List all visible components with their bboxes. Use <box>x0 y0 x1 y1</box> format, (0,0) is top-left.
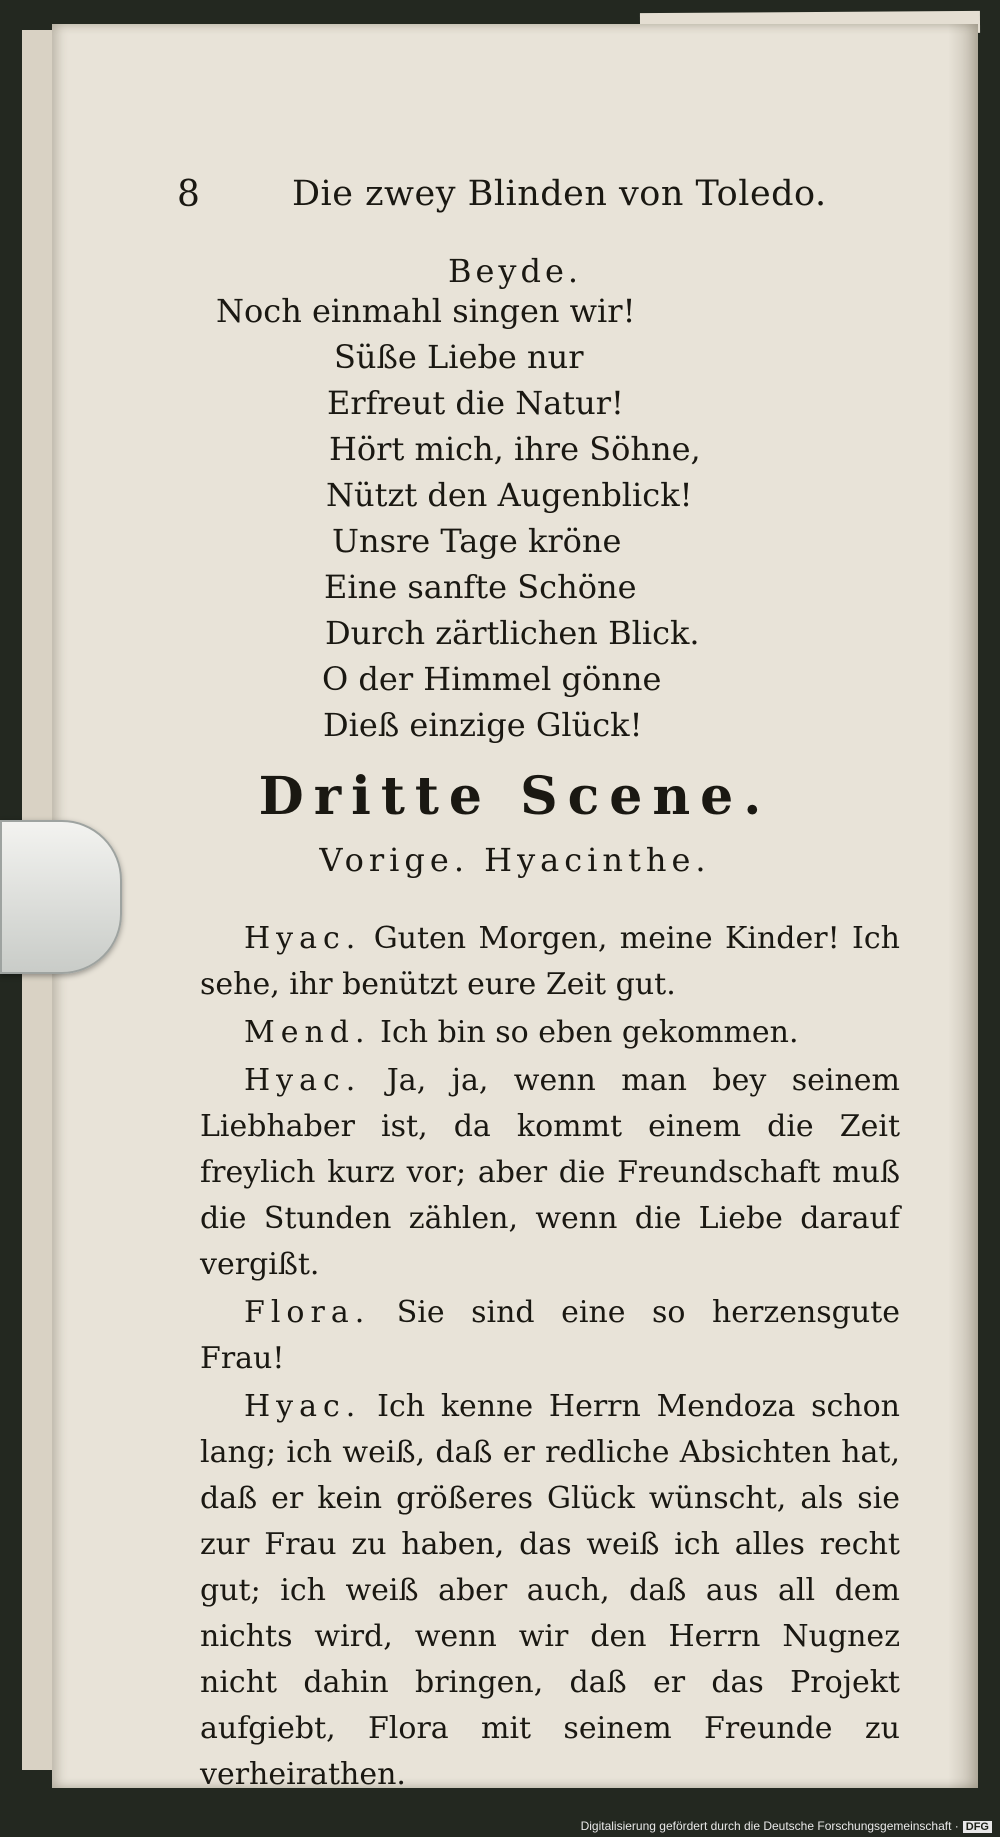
verse-line: Durch zärtlichen Blick. <box>325 614 700 652</box>
dialogue-text: Guten Morgen, meine Kinder! Ich sehe, ihr benützt eure Zeit gut. <box>200 921 900 1002</box>
scene-cast: Vorige. Hyacinthe. <box>319 841 711 879</box>
speaker-name: Hyac. <box>244 1063 362 1098</box>
dialogue-paragraph <box>200 916 900 1008</box>
dialogue-paragraph <box>200 1290 900 1382</box>
verse-line: Hört mich, ihre Söhne, <box>329 430 701 468</box>
dialogue-text: Ich bin so eben gekommen. <box>380 1015 799 1050</box>
dialogue-paragraph <box>200 1058 900 1288</box>
song-speaker: Beyde. <box>447 252 583 290</box>
verse-line: Nützt den Augenblick! <box>326 476 693 514</box>
page-header <box>177 174 877 218</box>
speaker-name: Flora. <box>244 1295 371 1330</box>
dialogue-text: Ja, ja, wenn man bey seinem Liebhaber ist, da kommt einem die Zeit freylich kurz vor; aber die Freundschaft muß die Stunden zählen, wenn die Liebe darauf vergißt. <box>200 1063 900 1282</box>
dialogue-paragraph <box>200 1384 900 1798</box>
digitization-credit <box>581 1819 992 1833</box>
verse-line: Eine sanfte Schöne <box>324 568 637 606</box>
verse-line: Unsre Tage kröne <box>332 522 622 560</box>
scene-title: Dritte Scene. <box>258 766 772 827</box>
dialogue-text: Sie sind eine so herzensgute Frau! <box>200 1295 901 1376</box>
credit-text: Digitalisierung gefördert durch die Deutsche Forschungsgemeinschaft · <box>580 1819 959 1833</box>
dialogue-text: Ich kenne Herrn Mendoza schon lang; ich weiß, daß er redliche Absichten hat, daß er kein größeres Glück wünscht, als sie zur Frau zu haben, das weiß ich alles recht gut; ich weiß aber auch, daß aus all dem nichts wird, wenn wir den Herrn Nugnez nicht dahin bringen, daß er das Projekt aufgiebt, Flora mit seinem Freunde zu verheirathen. <box>200 1389 900 1792</box>
dialogue-block <box>200 916 900 1800</box>
verse-line: Dieß einzige Glück! <box>323 706 643 744</box>
book-page <box>52 24 978 1792</box>
verse-line: Noch einmahl singen wir! <box>216 292 636 330</box>
speaker-name: Hyac. <box>244 1389 362 1424</box>
page-clip <box>0 820 122 974</box>
verse-line: Erfreut die Natur! <box>327 384 624 422</box>
speaker-name: Mend. <box>244 1015 371 1050</box>
dfg-logo: DFG <box>963 1821 992 1833</box>
verse-line: O der Himmel gönne <box>322 660 662 698</box>
running-title: Die zwey Blinden von Toledo. <box>292 174 827 214</box>
page-number: 8 <box>177 174 200 215</box>
dialogue-paragraph <box>200 1010 900 1056</box>
speaker-name: Hyac. <box>244 921 362 956</box>
verse-line: Süße Liebe nur <box>334 338 584 376</box>
